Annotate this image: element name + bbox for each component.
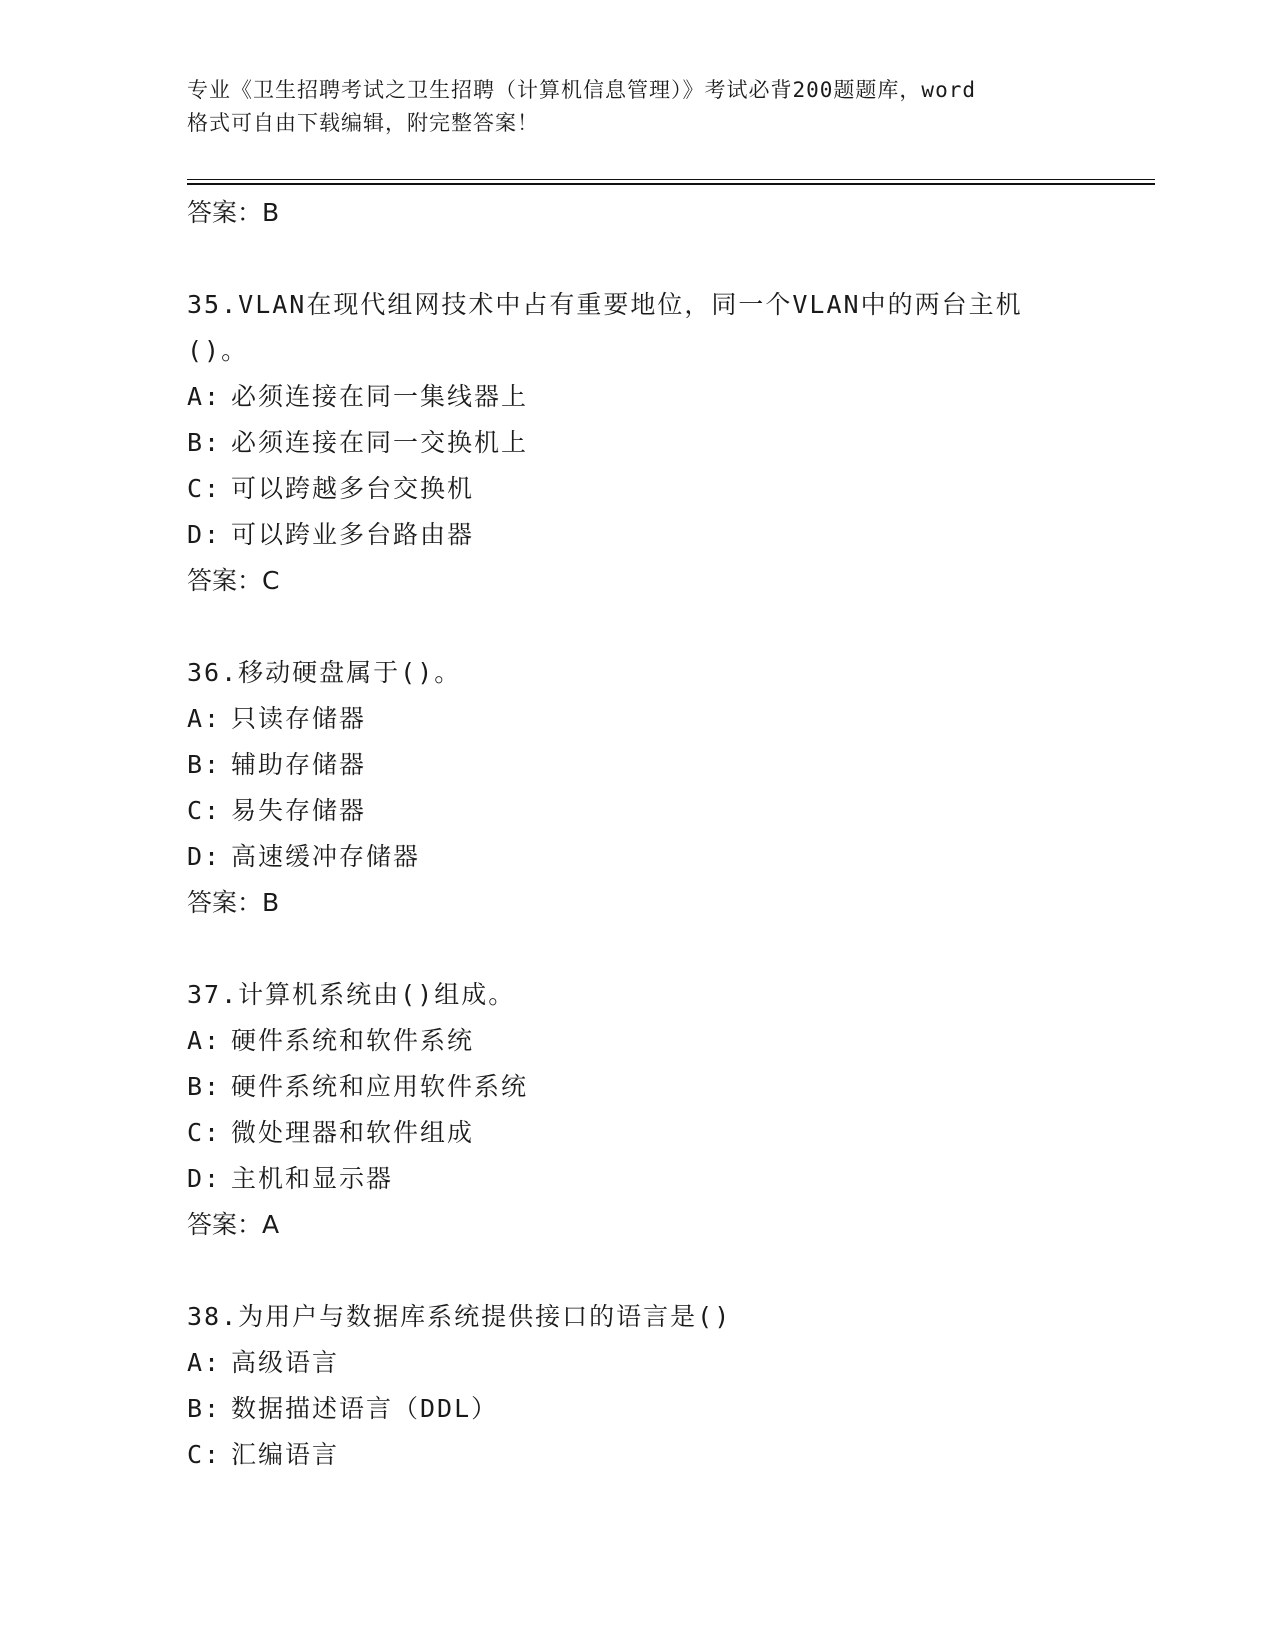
option-text: 易失存储器 — [231, 796, 367, 825]
header-line-2: 格式可自由下载编辑，附完整答案！ — [187, 111, 539, 135]
option-text: 微处理器和软件组成 — [231, 1118, 475, 1147]
answer-option — [187, 512, 1107, 558]
option-text: 数据描述语言（DDL） — [231, 1394, 499, 1423]
option-text: 可以跨越多台交换机 — [231, 474, 475, 503]
option-text: 高速缓冲存储器 — [231, 842, 421, 871]
option-text: 必须连接在同一交换机上 — [231, 428, 529, 457]
option-key: C: — [187, 474, 222, 503]
answer-option — [187, 466, 1107, 512]
spacer — [187, 604, 1107, 650]
answer-option — [187, 1110, 1107, 1156]
option-key: C: — [187, 796, 222, 825]
option-key: A: — [187, 704, 222, 733]
answer-option — [187, 1156, 1107, 1202]
question-list — [187, 190, 1107, 1478]
correct-answer: 答案：B — [187, 888, 280, 917]
question-stem: 38.为用户与数据库系统提供接口的语言是() — [187, 1302, 732, 1331]
option-text: 只读存储器 — [231, 704, 367, 733]
option-key: A: — [187, 1348, 222, 1377]
correct-answer: 答案：A — [187, 1210, 280, 1239]
header-divider-thick — [187, 183, 1155, 185]
answer-option — [187, 1432, 1107, 1478]
option-text: 汇编语言 — [231, 1440, 340, 1469]
option-key: D: — [187, 842, 222, 871]
answer-option — [187, 696, 1107, 742]
answer-option — [187, 1018, 1107, 1064]
option-text: 主机和显示器 — [231, 1164, 394, 1193]
option-key: C: — [187, 1440, 222, 1469]
answer-option — [187, 374, 1107, 420]
option-text: 高级语言 — [231, 1348, 340, 1377]
answer-option — [187, 1340, 1107, 1386]
option-key: B: — [187, 1394, 222, 1423]
option-key: D: — [187, 520, 222, 549]
question-stem: 37.计算机系统由()组成。 — [187, 980, 516, 1009]
answer-option — [187, 834, 1107, 880]
option-key: D: — [187, 1164, 222, 1193]
header-line-1: 专业《卫生招聘考试之卫生招聘（计算机信息管理）》考试必背200题题库，word — [187, 78, 976, 102]
answer-option — [187, 788, 1107, 834]
option-key: A: — [187, 1026, 222, 1055]
option-key: A: — [187, 382, 222, 411]
option-key: B: — [187, 750, 222, 779]
spacer — [187, 1248, 1107, 1294]
spacer — [187, 236, 1107, 282]
previous-answer: 答案：B — [187, 198, 280, 227]
header-divider-thin — [187, 179, 1155, 180]
question-stem: 36.移动硬盘属于()。 — [187, 658, 462, 687]
option-key: B: — [187, 428, 222, 457]
answer-option — [187, 1064, 1107, 1110]
question-stem: 35.VLAN在现代组网技术中占有重要地位，同一个VLAN中的两台主机 ()。 — [187, 290, 1023, 365]
option-key: B: — [187, 1072, 222, 1101]
answer-option — [187, 1386, 1107, 1432]
option-text: 硬件系统和软件系统 — [231, 1026, 475, 1055]
option-text: 硬件系统和应用软件系统 — [231, 1072, 529, 1101]
option-text: 辅助存储器 — [231, 750, 367, 779]
answer-option — [187, 420, 1107, 466]
option-text: 可以跨业多台路由器 — [231, 520, 475, 549]
option-text: 必须连接在同一集线器上 — [231, 382, 529, 411]
option-key: C: — [187, 1118, 222, 1147]
correct-answer: 答案：C — [187, 566, 280, 595]
spacer — [187, 926, 1107, 972]
answer-option — [187, 742, 1107, 788]
document-header — [187, 74, 1087, 140]
